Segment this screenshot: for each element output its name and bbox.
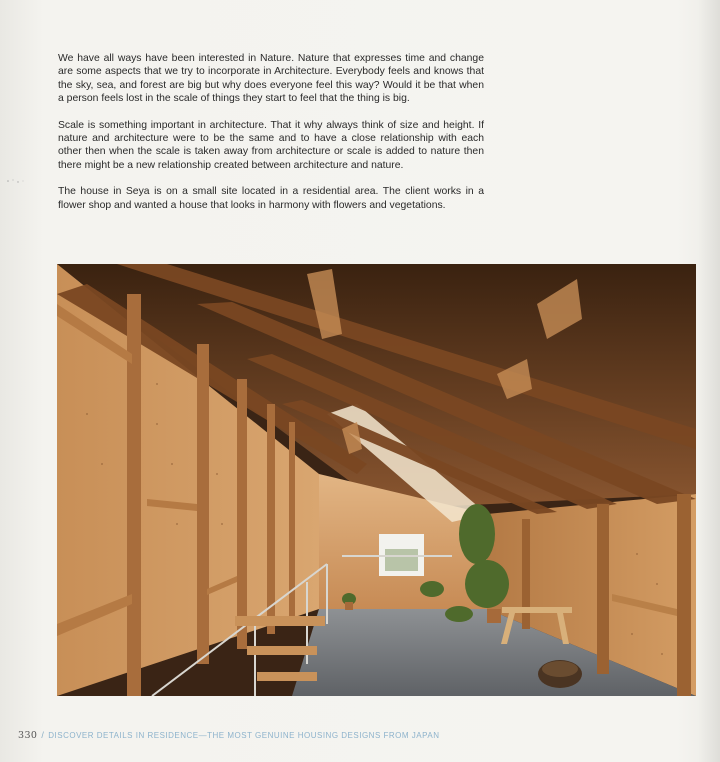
footer-separator: / <box>41 730 45 740</box>
paragraph-1: We have all ways have been interested in Nature. Nature that expresses time and change are some aspects that we try to incorporate in Architecture. Everybody feels and knows that the sky, sea, and forest are big but why does everyone feel this way? Would it be that when a person feels lost in the scale of things they start to feel that the thing is big. <box>58 53 484 105</box>
page-footer <box>18 730 439 744</box>
page-number: 330 <box>18 730 38 741</box>
paragraph-3: The house in Seya is on a small site located in a residential area. The client works in a flower shop and wanted a house that looks in harmony with flowers and vegetations. <box>58 186 484 211</box>
paragraph-2: Scale is something important in architecture. That it why always think of size and height. If nature and architecture were to be the same and to have a close relationship with each other then when the scale is taken away from architecture or scale is added to nature then there might be a new relationship created between architecture and nature. <box>58 119 484 171</box>
interior-photo-illustration <box>57 264 696 696</box>
article-text <box>58 52 484 225</box>
page-edge-shadow <box>698 0 720 762</box>
interior-photo <box>57 264 696 696</box>
paper-speck-decoration <box>6 178 30 184</box>
book-title: DISCOVER DETAILS IN RESIDENCE—THE MOST GENUINE HOUSING DESIGNS FROM JAPAN <box>48 731 440 740</box>
